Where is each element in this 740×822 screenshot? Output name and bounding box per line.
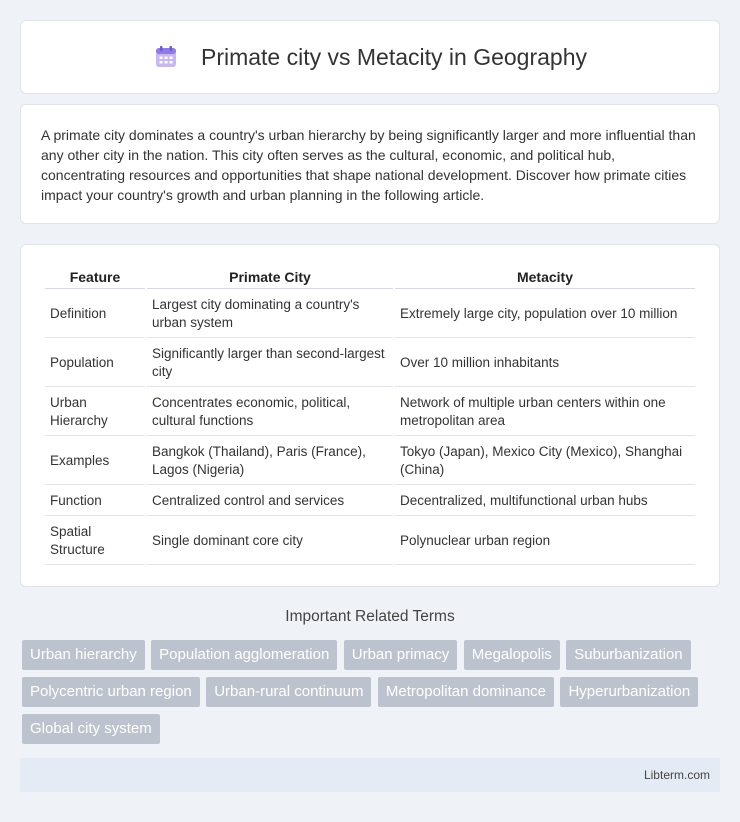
cell-feature: Definition [45, 289, 145, 338]
related-term-tag[interactable]: Polycentric urban region [22, 677, 200, 707]
intro-card [20, 104, 720, 224]
table-row [45, 387, 695, 436]
calendar-icon [153, 44, 179, 70]
title-card [20, 20, 720, 94]
related-term-tag[interactable]: Urban hierarchy [22, 640, 145, 670]
cell-primate: Concentrates economic, political, cultural functions [147, 387, 393, 436]
cell-feature: Spatial Structure [45, 516, 145, 565]
cell-primate: Largest city dominating a country's urban system [147, 289, 393, 338]
cell-primate: Significantly larger than second-largest city [147, 338, 393, 387]
cell-metacity: Tokyo (Japan), Mexico City (Mexico), Shanghai (China) [395, 436, 695, 485]
cell-primate: Bangkok (Thailand), Paris (France), Lagos (Nigeria) [147, 436, 393, 485]
comparison-table [43, 265, 697, 565]
related-terms-title: Important Related Terms [285, 608, 455, 625]
related-term-tag[interactable]: Global city system [22, 714, 160, 744]
related-term-tag[interactable]: Metropolitan dominance [378, 677, 554, 707]
cell-metacity: Extremely large city, population over 10 million [395, 289, 695, 338]
cell-primate: Single dominant core city [147, 516, 393, 565]
related-terms-list [22, 640, 702, 751]
cell-primate: Centralized control and services [147, 485, 393, 516]
cell-feature: Examples [45, 436, 145, 485]
footer-site-link[interactable]: Libterm.com [643, 768, 710, 782]
related-term-tag[interactable]: Urban-rural continuum [206, 677, 371, 707]
related-term-tag[interactable]: Suburbanization [566, 640, 690, 670]
intro-text: A primate city dominates a country's urban hierarchy by being significantly larger and more influential than any other city in the nation. This city often serves as the cultural, economic, and political hub, concentrating resources and opportunities that shape national development. Discover how primate cities impact your country's growth and urban planning in the following article. [41, 127, 696, 203]
related-term-tag[interactable]: Urban primacy [344, 640, 458, 670]
cell-feature: Population [45, 338, 145, 387]
related-term-tag[interactable]: Population agglomeration [151, 640, 337, 670]
related-term-tag[interactable]: Hyperurbanization [560, 677, 698, 707]
table-row [45, 436, 695, 485]
cell-feature: Function [45, 485, 145, 516]
page-title: Primate city vs Metacity in Geography [200, 43, 588, 70]
cell-metacity: Polynuclear urban region [395, 516, 695, 565]
table-row [45, 338, 695, 387]
header-primate-city: Primate City [147, 265, 393, 289]
footer [20, 758, 720, 792]
table-header-row [45, 265, 695, 289]
table-row [45, 516, 695, 565]
header-feature: Feature [45, 265, 145, 289]
cell-metacity: Decentralized, multifunctional urban hubs [395, 485, 695, 516]
cell-metacity: Network of multiple urban centers within one metropolitan area [395, 387, 695, 436]
comparison-card [20, 244, 720, 587]
related-term-tag[interactable]: Megalopolis [464, 640, 560, 670]
table-row [45, 485, 695, 516]
header-metacity: Metacity [395, 265, 695, 289]
table-row [45, 289, 695, 338]
cell-feature: Urban Hierarchy [45, 387, 145, 436]
cell-metacity: Over 10 million inhabitants [395, 338, 695, 387]
